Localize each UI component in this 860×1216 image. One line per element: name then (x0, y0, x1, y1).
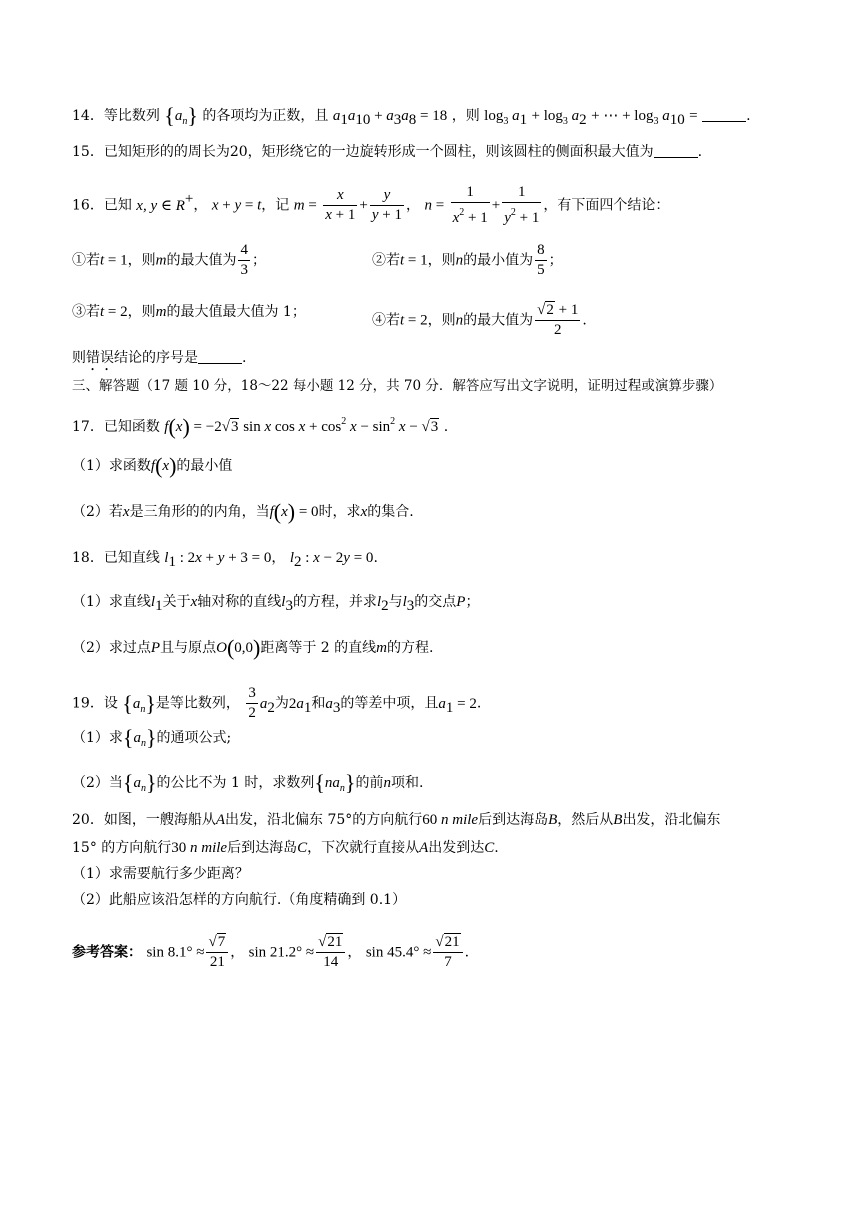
reference-answer: 参考答案： sin 8.1° ≈ $\frac{√7}{21}$ ， sin 21.2° ≈ $\frac{√21}{14}$ ， sin 45.4° ≈ $\frac{√21}{7}$ . (72, 934, 470, 970)
conclusion-1: ①若t = 1，则m的最大值为 $\frac{4}{3}$ ； (72, 242, 266, 278)
question-16-ask: 则错误结论的序号是 . (72, 350, 247, 366)
section-3-title: 三、解答题（17 题 10 分，18～22 每小题 12 分，共 70 分．解答应写出文字说明，证明过程或演算步骤） (72, 378, 723, 394)
emphasis-wrong: 错误 (86, 350, 114, 366)
question-15: 15．已知矩形的的周长为20，矩形绕它的一边旋转形成一个圆柱，则该圆柱的侧面积最大值为 . (72, 144, 703, 160)
question-17-part-2: （2）若x是三角形的的内角，当f(x) = 0时，求x的集合. (72, 499, 414, 524)
question-20-part-2: （2）此船应该沿怎样的方向航行.（角度精确到 0.1） (72, 892, 407, 908)
answer-blank (654, 143, 698, 158)
question-20: 20．如图，一艘海船从A出发，沿北偏东 75°的方向航行60 n mile后到达海岛B，然后从B出发，沿北偏东 (72, 812, 721, 828)
question-19: 19．设 $\{a_n\}$是等比数列， $\frac{3}{2}$ $a_2$为$2a_1$和$a_3$的等差中项，且$a_1 = 2$. (72, 685, 482, 721)
question-18-part-1: （1）求直线$l_1$关于x轴对称的直线$l_3$的方程，并求$l_2$与$l_3$的交点P； (72, 594, 480, 614)
question-20-line-2: 15° 的方向航行30 n mile后到达海岛C，下次就行直接从A出发到达C. (72, 840, 499, 856)
reference-label: 参考答案： (72, 944, 142, 961)
question-19-part-2: （2）当$\{a_n\}$的公比不为 1 时，求数列$\{na_n\}$的前n项和. (72, 770, 424, 795)
question-18-part-2: （2）求过点P且与原点O(0,0)距离等于 2 的直线m的方程. (72, 635, 434, 660)
question-16: 16．已知 x, y ∈ R+， x + y = t，记 m = $\frac{x}{x + 1}$ + $\frac{y}{y + 1}$ ， n = $\frac{1}{x^2 + 1}$ + $\frac{1}{y^2 + 1}$ ，有下面四个结论： (72, 184, 670, 226)
answer-blank (198, 349, 242, 364)
question-17-part-1: （1）求函数f(x)的最小值 (72, 453, 233, 478)
question-19-part-1: （1）求$\{a_n\}$的通项公式; (72, 725, 232, 750)
conclusion-2: ②若t = 1，则n的最小值为 $\frac{8}{5}$ ； (372, 242, 563, 278)
question-17: 17．已知函数 f(x) = −2√3 sin x $\cos x + \cos^2 x - \sin^2 x - √3$ . (72, 414, 449, 439)
conclusion-4: ④若t = 2，则n的最大值为 $\frac{√2 + 1}{2}$ . (372, 302, 587, 338)
conclusion-3: ③若t = 2，则m的最大值最大值为 1； (72, 304, 306, 320)
question-14: 14．等比数列 $\{a_n\}$ 的各项均为正数，且 $a_1a_{10} + a_3a_8 = 18$ ，则 $\log_3 a_1 + \log_3 a_2$ + ⋯ + $\log_3 a_{10}$ = . (72, 103, 751, 128)
answer-blank (702, 107, 746, 122)
question-20-part-1: （1）求需要航行多少距离？ (72, 866, 249, 882)
question-18: 18．已知直线 $l_1$ : 2x + y + 3 = 0， $l_2$ : x − 2y = 0. (72, 550, 378, 570)
